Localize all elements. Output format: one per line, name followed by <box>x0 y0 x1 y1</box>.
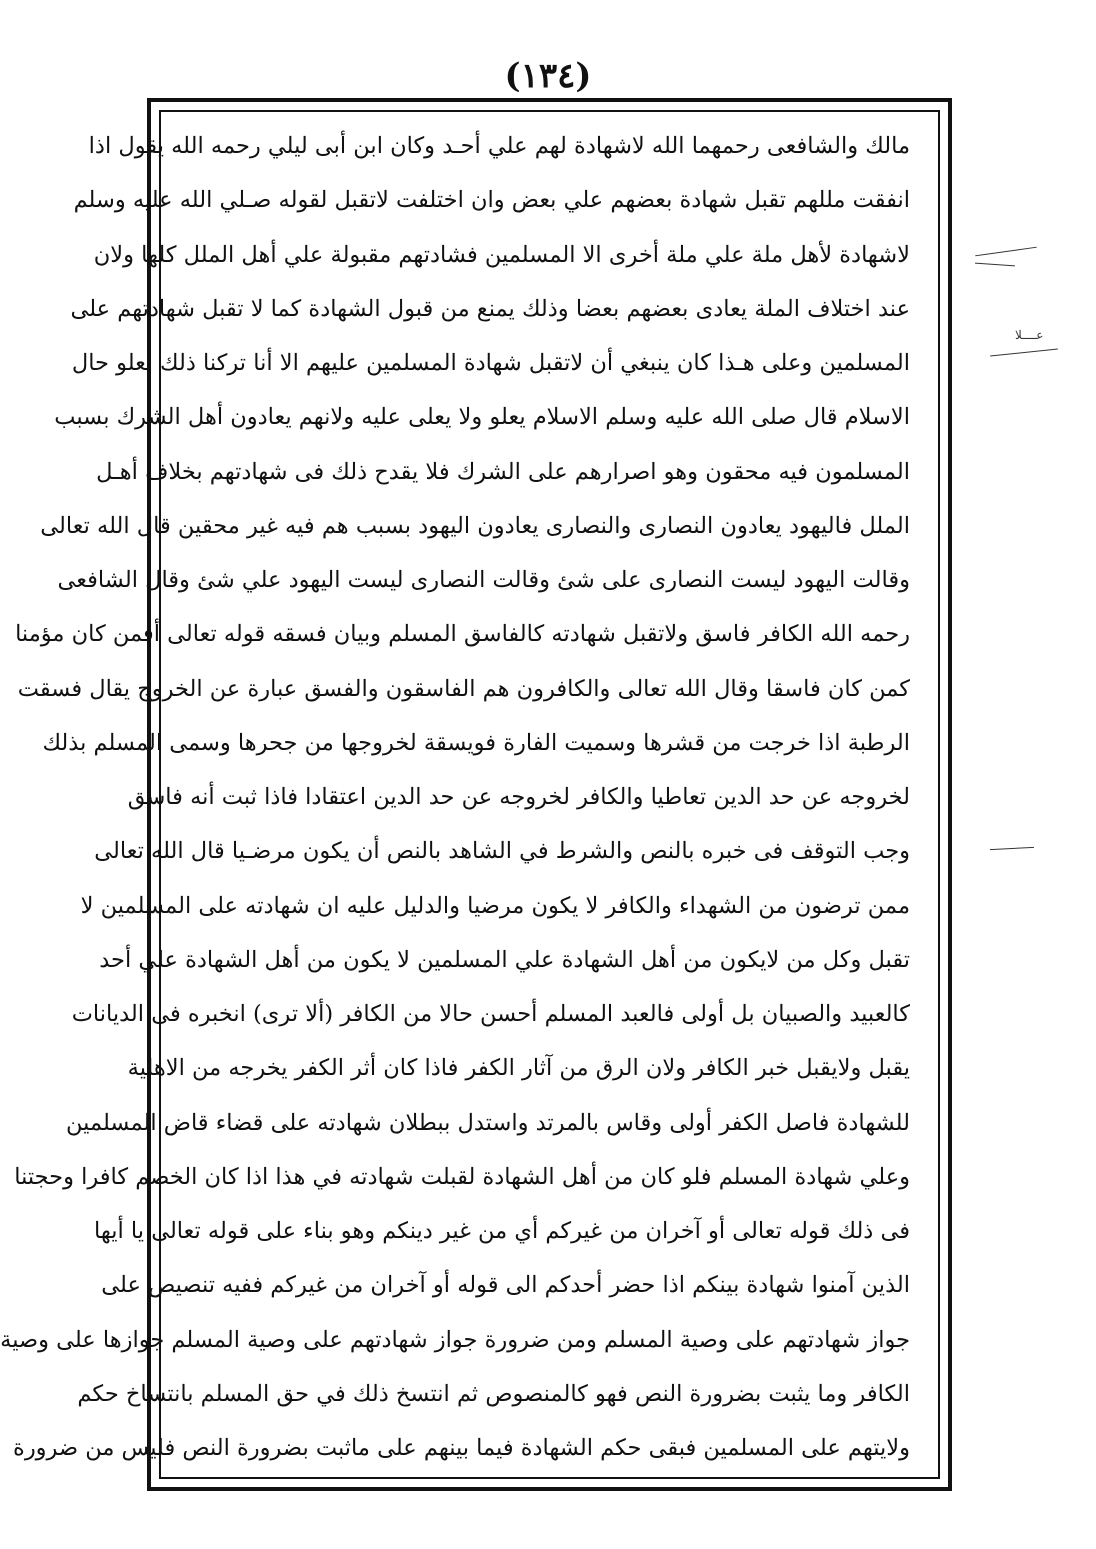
text-line: كمن كان فاسقا وقال الله تعالى والكافرون هم الفاسقون والفسق عبارة عن الخروج يقال فسقت <box>17 675 910 702</box>
margin-pen-mark <box>990 348 1058 356</box>
margin-pen-mark <box>975 247 1037 257</box>
text-line: ممن ترضون من الشهداء والكافر لا يكون مرضيا والدليل عليه ان شهادته على المسلمين لا <box>80 892 910 919</box>
text-line: وجب التوقف فى خبره بالنص والشرط في الشاهد بالنص أن يكون مرضـيا قال الله تعالى <box>94 838 910 865</box>
text-line: وقالت اليهود ليست النصارى على شئ وقالت النصارى ليست اليهود علي شئ وقال الشافعى <box>57 567 910 593</box>
text-line: وعلي شهادة المسلم فلو كان من أهل الشهادة لقبلت شهادته في هذا اذا كان الخصم كافرا وحجتنا <box>14 1163 910 1190</box>
text-line: المسلمون فيه محقون وهو اصرارهم على الشرك فلا يقدح ذلك فى شهادتهم بخلاف أهـل <box>96 458 910 485</box>
text-line: عند اختلاف الملة يعادى بعضهم بعضا وذلك يمنع من قبول الشهادة كما لا تقبل شهادتهم على <box>70 295 910 322</box>
text-line: كالعبيد والصبيان بل أولى فالعبد المسلم أحسن حالا من الكافر (ألا ترى) انخبره فى الديانات <box>71 1001 910 1027</box>
text-line: لاشهادة لأهل ملة علي ملة أخرى الا المسلمين فشادتهم مقبولة علي أهل الملل كلها ولان <box>93 241 910 268</box>
text-line: لخروجه عن حد الدين تعاطيا والكافر لخروجه عن حد الدين اعتقادا فاذا ثبت أنه فاسق <box>127 784 910 810</box>
margin-pen-mark <box>990 847 1034 850</box>
text-line: مالك والشافعى رحمهما الله لاشهادة لهم علي أحـد وكان ابن أبى ليلي رحمه الله يقول اذا <box>88 133 910 159</box>
text-line: للشهادة فاصل الكفر أولى وقاس بالمرتد واستدل ببطلان شهادته على قضاء قاض المسلمين <box>66 1109 910 1136</box>
text-line: الرطبة اذا خرجت من قشرها وسميت الفارة فويسقة لخروجها من جحرها وسمى المسلم بذلك <box>42 729 910 756</box>
margin-handwritten-note: عــــلا <box>1015 328 1044 342</box>
text-line: المسلمين وعلى هـذا كان ينبغي أن لاتقبل شهادة المسلمين عليهم الا أنا تركنا ذلك لعلو حال <box>71 350 910 376</box>
page-number: (١٣٤) <box>504 56 592 96</box>
text-line: الملل فاليهود يعادون النصارى والنصارى يعادون اليهود بسبب هم فيه غير محقين قال الله تعالى <box>40 512 910 539</box>
text-line: ولايتهم على المسلمين فبقى حكم الشهادة فيما بينهم على ماثبت بضرورة النص فليس من ضرورة <box>13 1435 910 1461</box>
text-line: تقبل وكل من لايكون من أهل الشهادة علي المسلمين لا يكون من أهل الشهادة علي أحد <box>99 946 910 973</box>
text-line: فى ذلك قوله تعالى أو آخران من غيركم أي من غير دينكم وهو بناء على قوله تعالى يا أيها <box>94 1218 910 1244</box>
text-line: انفقت مللهم تقبل شهادة بعضهم علي بعض وان اختلفت لاتقبل لقوله صـلي الله عليه وسلم <box>73 187 910 214</box>
text-line: يقبل ولايقبل خبر الكافر ولان الرق من آثار الكفر فاذا كان أثر الكفر يخرجه من الاهلية <box>127 1055 910 1082</box>
margin-pen-mark <box>975 263 1015 267</box>
body-text <box>0 122 910 1472</box>
text-line: رحمه الله الكافر فاسق ولاتقبل شهادته كالفاسق المسلم وبيان فسقه قوله تعالى أفمن كان مؤمنا <box>15 621 910 648</box>
text-line: الاسلام قال صلى الله عليه وسلم الاسلام يعلو ولا يعلى عليه ولانهم يعادون أهل الشرك بسبب <box>54 404 910 431</box>
text-line: جواز شهادتهم على وصية المسلم ومن ضرورة جواز شهادتهم على وصية المسلم جوازها على وصية <box>0 1326 910 1353</box>
text-line: الذين آمنوا شهادة بينكم اذا حضر أحدكم الى قوله أو آخران من غيركم ففيه تنصيص على <box>101 1272 910 1299</box>
text-line: الكافر وما يثبت بضرورة النص فهو كالمنصوص ثم انتسخ ذلك في حق المسلم بانتساخ حكم <box>77 1380 910 1407</box>
